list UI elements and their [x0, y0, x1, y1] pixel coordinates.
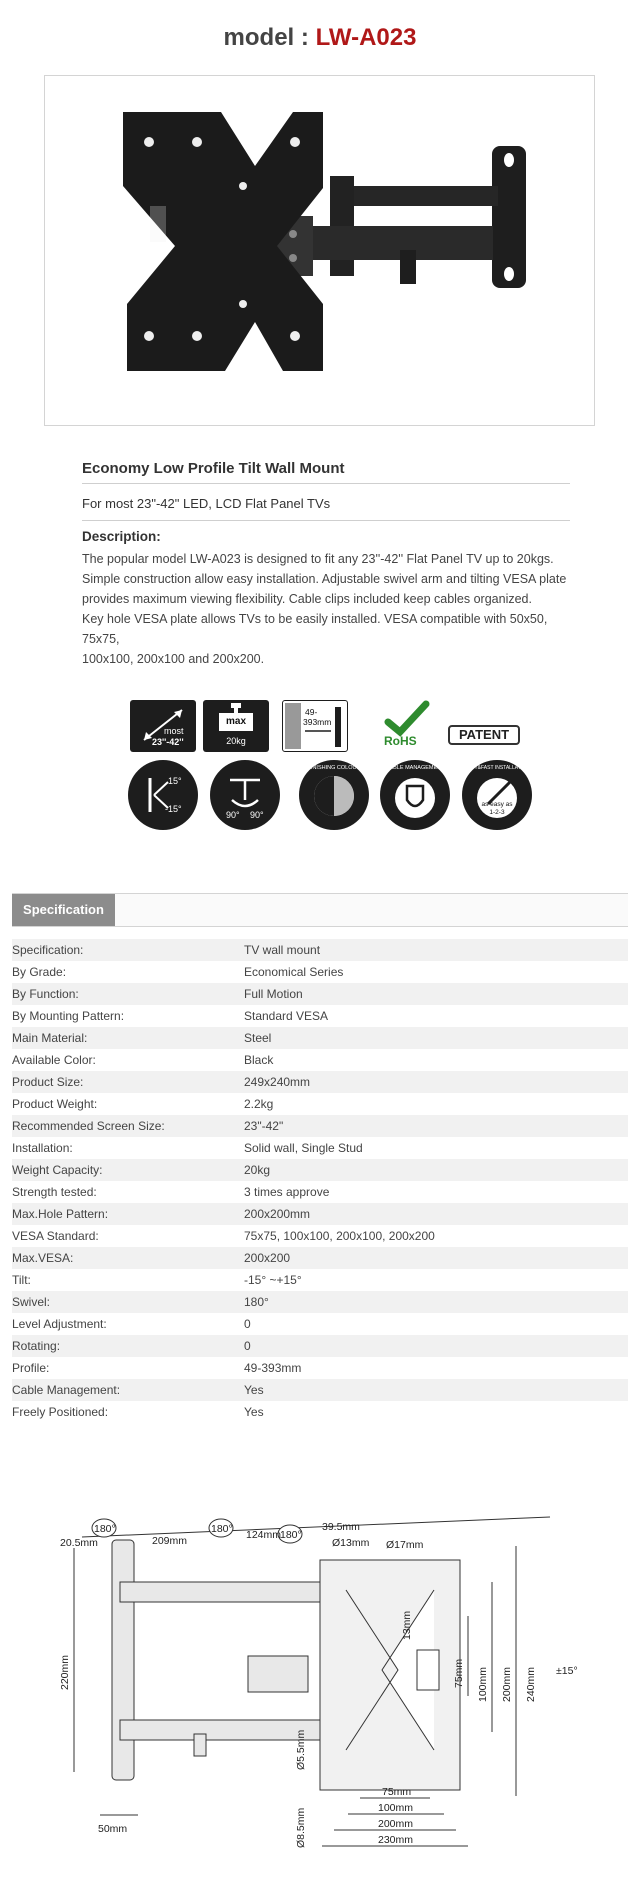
spec-row [12, 1269, 628, 1291]
tilt-down-label: -15° [165, 804, 182, 814]
spec-label: Product Size: [12, 1075, 84, 1089]
spec-row [12, 1027, 628, 1049]
spec-row [12, 1203, 628, 1225]
spec-label: Available Color: [12, 1053, 96, 1067]
dim-label: 20.5mm [60, 1537, 98, 1549]
easy-install-label: EASY&FAST INSTALLATION [464, 765, 530, 771]
screen-most-label: most [164, 726, 184, 736]
easy-line2-label: 1-2-3 [489, 809, 505, 816]
description [82, 549, 582, 669]
dim-label: 200mm [501, 1666, 513, 1702]
max-weight-badge [203, 700, 269, 752]
spec-row [12, 1357, 628, 1379]
rohs-label: RoHS [384, 734, 417, 748]
spec-label: Tilt: [12, 1273, 31, 1287]
description-line: Key hole VESA plate allows TVs to be easily installed. VESA compatible with 50x50, 75x75, [82, 612, 548, 646]
swivel-left-label: 90° [226, 810, 240, 820]
spec-label: Rotating: [12, 1339, 61, 1353]
cable-management-badge [380, 760, 450, 830]
spec-row [12, 1379, 628, 1401]
model-prefix: model : [223, 24, 316, 51]
product-name: Economy Low Profile Tilt Wall Mount [82, 460, 345, 477]
page-title [0, 24, 640, 52]
dim-label: 13mm [401, 1610, 413, 1640]
spec-value: Yes [244, 1383, 264, 1397]
spec-row [12, 983, 628, 1005]
spec-value: Black [244, 1053, 274, 1067]
description-line: 100x100, 200x100 and 200x200. [82, 652, 265, 666]
spec-label: Max.Hole Pattern: [12, 1207, 109, 1221]
rohs-badge [378, 700, 434, 752]
dim-label: 100mm [378, 1802, 414, 1814]
tilt-label: ±15° [556, 1665, 578, 1677]
product-subtitle: For most 23"-42" LED, LCD Flat Panel TVs [82, 496, 331, 511]
spec-label: Main Material: [12, 1031, 88, 1045]
spec-label: By Grade: [12, 965, 67, 979]
spec-label: Strength tested: [12, 1185, 97, 1199]
product-photo [44, 75, 595, 426]
spec-row [12, 1159, 628, 1181]
spec-row [12, 939, 628, 961]
spec-value: Solid wall, Single Stud [244, 1141, 363, 1155]
easy-line1-label: as easy as [481, 801, 513, 808]
spec-value: Economical Series [244, 965, 344, 979]
spec-row [12, 1181, 628, 1203]
dim-label: 39.5mm [322, 1521, 360, 1533]
spec-label: Weight Capacity: [12, 1163, 103, 1177]
spec-label: Swivel: [12, 1295, 51, 1309]
swivel-right-label: 90° [250, 810, 264, 820]
spec-value: 3 times approve [244, 1185, 330, 1199]
model-code: LW-A023 [315, 24, 417, 51]
spec-value: 75x75, 100x100, 200x100, 200x200 [244, 1229, 435, 1243]
spec-label: Cable Management: [12, 1383, 121, 1397]
spec-label: By Mounting Pattern: [12, 1009, 125, 1023]
dim-label: Ø13mm [332, 1537, 370, 1549]
patent-badge: PATENT [448, 725, 520, 745]
spec-row [12, 1313, 628, 1335]
dim-label: 220mm [60, 1654, 71, 1690]
screen-size-label: 23''-42'' [152, 737, 184, 747]
spec-value: 249x240mm [244, 1075, 311, 1089]
spec-value: 2.2kg [244, 1097, 274, 1111]
spec-label: Specification: [12, 943, 84, 957]
spec-row [12, 1247, 628, 1269]
spec-row [12, 1401, 628, 1423]
spec-value: TV wall mount [244, 943, 321, 957]
description-line: The popular model LW-A023 is designed to fit any 23''-42'' Flat Panel TV up to 20kgs. [82, 552, 554, 566]
finishing-label: FINISHING COLOUR [307, 765, 361, 771]
dim-label: 240mm [525, 1666, 537, 1702]
description-heading: Description: [82, 529, 161, 544]
spec-row [12, 1225, 628, 1247]
description-line: provides maximum viewing flexibility. Cable clips included keep cables organized. [82, 592, 532, 606]
spec-value: Full Motion [244, 987, 303, 1001]
dim-label: Ø5.5mm [295, 1729, 307, 1770]
spec-value: 20kg [244, 1163, 271, 1177]
dimension-drawing [60, 1470, 590, 1880]
spec-row [12, 1335, 628, 1357]
tilt-icon [128, 760, 198, 830]
spec-label: Product Weight: [12, 1097, 98, 1111]
dim-label: 209mm [152, 1535, 188, 1547]
spec-row [12, 961, 628, 983]
spec-value: 200x200mm [244, 1207, 311, 1221]
screen-size-badge [130, 700, 196, 752]
spec-value: Standard VESA [244, 1009, 329, 1023]
wall-mount-image [45, 76, 594, 425]
profile-top-label: 49- [305, 707, 318, 717]
tilt-up-label: 15° [168, 776, 182, 786]
swivel-badge [210, 760, 280, 830]
spec-row [12, 1049, 628, 1071]
dim-label: 200mm [378, 1818, 414, 1830]
max-label: max [225, 716, 246, 727]
spec-table [12, 939, 628, 1423]
spec-value: 23"-42" [244, 1119, 284, 1133]
spec-row [12, 1137, 628, 1159]
description-line: Simple construction allow easy installation. Adjustable swivel arm and tilting VESA plate [82, 572, 567, 586]
swivel-label: 180° [280, 1529, 302, 1541]
cable-label: CABLE MANAGEMENT [385, 765, 445, 771]
spec-value: Steel [244, 1031, 272, 1045]
divider [82, 483, 570, 484]
tab-specification[interactable]: Specification [12, 894, 115, 926]
dim-label: 124mm [246, 1529, 282, 1541]
dim-label: 50mm [98, 1823, 128, 1835]
spec-row [12, 1005, 628, 1027]
spec-row [12, 1115, 628, 1137]
max-weight-label: 20kg [226, 736, 246, 746]
profile-bottom-label: 393mm [303, 717, 332, 727]
spec-value: 200x200 [244, 1251, 291, 1265]
easy-installation-badge [462, 760, 532, 830]
spec-label: Profile: [12, 1361, 50, 1375]
dim-label: 230mm [378, 1834, 414, 1846]
dim-label: 75mm [453, 1658, 465, 1688]
spec-label: VESA Standard: [12, 1229, 99, 1243]
spec-value: 0 [244, 1339, 251, 1353]
tilt-badge [128, 760, 198, 830]
spec-value: 0 [244, 1317, 251, 1331]
profile-badge [282, 700, 348, 752]
spec-label: Level Adjustment: [12, 1317, 107, 1331]
spec-value: 49-393mm [244, 1361, 302, 1375]
spec-row [12, 1093, 628, 1115]
spec-value: Yes [244, 1405, 264, 1419]
dim-label: 100mm [477, 1666, 489, 1702]
spec-value: 180° [244, 1295, 269, 1309]
spec-label: Max.VESA: [12, 1251, 74, 1265]
spec-label: Freely Positioned: [12, 1405, 109, 1419]
dimension-diagram [60, 1470, 590, 1880]
dim-label: Ø17mm [386, 1539, 424, 1551]
swivel-label: 180° [211, 1523, 233, 1535]
spec-value: -15° ~+15° [244, 1273, 302, 1287]
spec-label: By Function: [12, 987, 79, 1001]
swivel-label: 180° [94, 1523, 116, 1535]
spec-row [12, 1071, 628, 1093]
dim-label: 75mm [382, 1786, 412, 1798]
spec-label: Installation: [12, 1141, 73, 1155]
spec-tab-bar [12, 893, 628, 927]
spec-label: Recommended Screen Size: [12, 1119, 165, 1133]
finishing-colour-badge [299, 760, 369, 830]
dim-label: Ø8.5mm [295, 1807, 307, 1848]
divider [82, 520, 570, 521]
spec-row [12, 1291, 628, 1313]
swivel-icon [210, 760, 280, 830]
check-icon [378, 700, 434, 738]
